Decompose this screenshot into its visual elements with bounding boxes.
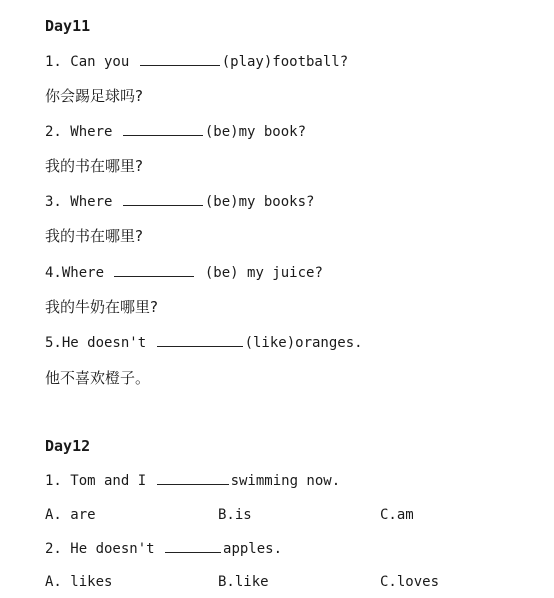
question-text: 2. Where [45, 124, 121, 140]
day11-translation-1: 你会踢足球吗? [45, 87, 143, 105]
day11-question-5 [45, 332, 363, 353]
day12-q2-option-c: C.loves [380, 574, 440, 590]
answer-blank [140, 51, 220, 66]
answer-blank [123, 191, 203, 206]
day11-translation-2: 我的书在哪里? [45, 157, 143, 175]
question-text: 1. Tom and I [45, 473, 155, 489]
question-text: 5.He doesn't [45, 335, 155, 351]
question-hint: (play)football? [221, 54, 349, 70]
question-hint: (be)my book? [204, 124, 307, 140]
answer-blank [165, 538, 221, 553]
question-hint: (be)my books? [204, 194, 315, 210]
question-text: 2. He doesn't [45, 541, 164, 557]
answer-blank [157, 332, 243, 347]
day12-question-1 [45, 470, 340, 491]
answer-blank [157, 470, 229, 485]
day12-q2-option-b: B.like [218, 574, 269, 590]
day12-heading: Day12 [45, 437, 91, 455]
question-hint: (be) my juice? [196, 265, 323, 281]
day12-question-2 [45, 538, 282, 559]
day11-question-2 [45, 121, 306, 142]
day11-question-4 [45, 262, 323, 283]
day11-translation-3: 我的书在哪里? [45, 227, 143, 245]
day11-heading: Day11 [45, 17, 91, 35]
day11-question-3 [45, 191, 314, 212]
day11-question-1 [45, 51, 348, 72]
question-hint: (like)oranges. [244, 335, 363, 351]
answer-blank [123, 121, 203, 136]
day12-q2-option-a: A. likes [45, 574, 113, 590]
question-text: 4.Where [45, 265, 113, 281]
question-text-end: swimming now. [230, 473, 341, 489]
question-text: 1. Can you [45, 54, 138, 70]
question-text-end: apples. [223, 541, 283, 557]
day12-q1-option-a: A. are [45, 507, 96, 523]
day11-translation-4: 我的牛奶在哪里? [45, 298, 158, 316]
question-text: 3. Where [45, 194, 121, 210]
day11-translation-5: 他不喜欢橙子。 [45, 369, 151, 387]
day12-q1-option-c: C.am [380, 507, 414, 523]
answer-blank [114, 262, 194, 277]
day12-q1-option-b: B.is [218, 507, 252, 523]
